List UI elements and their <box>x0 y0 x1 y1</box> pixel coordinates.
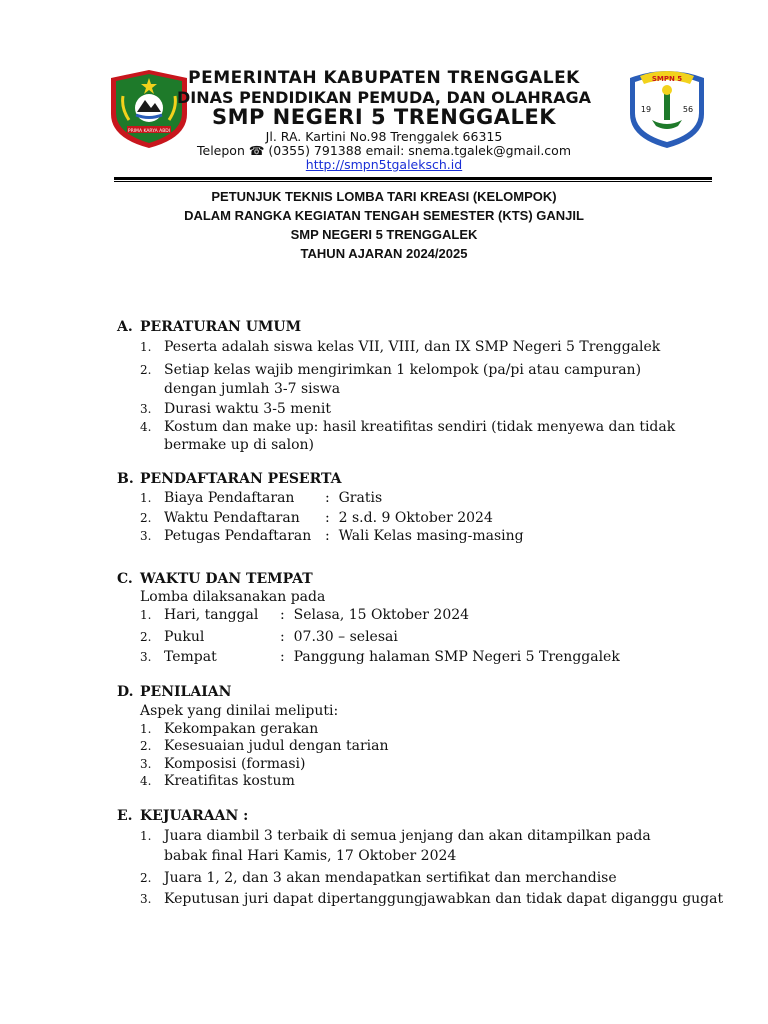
list-item <box>140 756 305 772</box>
item-number: 2. <box>140 871 152 885</box>
item-label: Tempat <box>164 649 217 665</box>
list-item <box>140 738 389 754</box>
school-address: Jl. RA. Kartini No.98 Trenggalek 66315 <box>265 129 503 144</box>
item-label: Pukul <box>164 629 205 645</box>
item-number: 3. <box>140 529 152 543</box>
section-a-heading <box>117 319 301 335</box>
section-intro: Lomba dilaksanakan pada <box>140 589 326 605</box>
item-value-text: Panggung halaman SMP Negeri 5 Trenggalek <box>293 649 620 665</box>
item-number: 2. <box>140 363 152 377</box>
section-title: PENILAIAN <box>140 684 232 700</box>
section-intro: Aspek yang dinilai meliputi: <box>140 703 339 719</box>
item-label: Petugas Pendaftaran <box>164 528 312 544</box>
item-label: Hari, tanggal <box>164 607 259 623</box>
list-item <box>140 510 300 526</box>
item-number: 1. <box>140 722 152 736</box>
doc-title-line1: PETUNJUK TEKNIS LOMBA TARI KREASI (KELOMPOK) <box>211 189 557 204</box>
badge-year-right: 56 <box>682 105 694 114</box>
item-text: Durasi waktu 3-5 menit <box>164 401 331 417</box>
list-item <box>140 401 331 417</box>
crest-motto: PRIMA KARYA ABDI <box>127 129 171 134</box>
item-text: Komposisi (formasi) <box>164 756 306 772</box>
list-item <box>140 828 651 844</box>
letterhead-rule-thick <box>114 177 712 180</box>
item-continuation: dengan jumlah 3-7 siswa <box>164 381 341 397</box>
list-item <box>140 339 660 355</box>
item-text: Juara diambil 3 terbaik di semua jenjang dan akan ditampilkan pada <box>164 828 651 844</box>
item-number: 4. <box>140 774 152 788</box>
list-item <box>140 891 723 907</box>
list-item <box>140 528 311 544</box>
department-line: DINAS PENDIDIKAN PEMUDA, DAN OLAHRAGA <box>177 88 591 107</box>
item-number: 3. <box>140 402 152 416</box>
section-title: WAKTU DAN TEMPAT <box>140 571 313 587</box>
school-contact: Telepon ☎ (0355) 791388 email: snema.tgalek@gmail.com <box>197 143 571 158</box>
item-text: Peserta adalah siswa kelas VII, VIII, dan IX SMP Negeri 5 Trenggalek <box>164 339 661 355</box>
item-text: Setiap kelas wajib mengirimkan 1 kelompok (pa/pi atau campuran) <box>164 362 642 378</box>
item-label: Biaya Pendaftaran <box>164 490 295 506</box>
item-value: : Wali Kelas masing-masing <box>325 528 524 544</box>
doc-title-line2: DALAM RANGKA KEGIATAN TENGAH SEMESTER (KTS) GANJIL <box>184 208 584 223</box>
section-title: PENDAFTARAN PESERTA <box>140 471 342 487</box>
list-item <box>140 607 258 623</box>
badge-top-text: SMPN 5 <box>651 75 683 83</box>
item-value-text: 2 s.d. 9 Oktober 2024 <box>338 510 493 526</box>
list-item <box>140 870 617 886</box>
letterhead-rule-thin <box>114 181 712 182</box>
doc-title-line4: TAHUN AJARAN 2024/2025 <box>300 246 468 261</box>
list-item <box>140 362 641 378</box>
section-title: KEJUARAAN : <box>140 808 249 824</box>
item-number: 2. <box>140 739 152 753</box>
list-item <box>140 490 294 506</box>
item-continuation: bermake up di salon) <box>164 437 315 453</box>
school-website <box>0 157 768 172</box>
item-number: 2. <box>140 511 152 525</box>
item-number: 3. <box>140 892 152 906</box>
government-line: PEMERINTAH KABUPATEN TRENGGALEK <box>188 68 580 88</box>
item-value-text: Selasa, 15 Oktober 2024 <box>293 607 470 623</box>
list-item <box>140 773 295 789</box>
item-value: : Panggung halaman SMP Negeri 5 Trenggalek <box>280 649 620 665</box>
item-label: Waktu Pendaftaran <box>164 510 300 526</box>
item-value: : Gratis <box>325 490 383 506</box>
item-number: 3. <box>140 757 152 771</box>
item-number: 1. <box>140 491 152 505</box>
section-letter: D. <box>117 684 134 700</box>
item-number: 3. <box>140 650 152 664</box>
doc-title-line3: SMP NEGERI 5 TRENGGALEK <box>290 227 478 242</box>
item-text: Kesesuaian judul dengan tarian <box>164 738 389 754</box>
list-item <box>140 721 318 737</box>
item-text: Juara 1, 2, dan 3 akan mendapatkan sertifikat dan merchandise <box>164 870 617 886</box>
section-b-heading <box>117 471 342 487</box>
school-name: SMP NEGERI 5 TRENGGALEK <box>211 105 557 129</box>
item-text: Keputusan juri dapat dipertanggungjawabkan dan tidak dapat diganggu gugat <box>164 891 724 907</box>
item-text: Kekompakan gerakan <box>164 721 319 737</box>
item-value-text: Gratis <box>338 490 383 506</box>
item-number: 4. <box>140 420 152 434</box>
section-d-heading <box>117 684 231 700</box>
section-letter: B. <box>117 471 134 487</box>
item-continuation: babak final Hari Kamis, 17 Oktober 2024 <box>164 848 457 864</box>
item-value: : 2 s.d. 9 Oktober 2024 <box>325 510 493 526</box>
item-number: 1. <box>140 608 152 622</box>
item-value: : 07.30 – selesai <box>280 629 398 645</box>
section-letter: C. <box>117 571 133 587</box>
section-c-heading <box>117 571 313 587</box>
item-text: Kreatifitas kostum <box>164 773 295 789</box>
section-title: PERATURAN UMUM <box>140 319 302 335</box>
item-value-text: 07.30 – selesai <box>293 629 398 645</box>
website-link[interactable]: http://smpn5tgaleksch.id <box>305 157 463 172</box>
section-letter: E. <box>117 808 133 824</box>
item-number: 2. <box>140 630 152 644</box>
section-letter: A. <box>117 319 133 335</box>
list-item <box>140 649 217 665</box>
list-item <box>140 419 675 435</box>
item-text: Kostum dan make up: hasil kreatifitas sendiri (tidak menyewa dan tidak <box>164 419 676 435</box>
item-number: 1. <box>140 340 152 354</box>
section-e-heading <box>117 808 248 824</box>
item-value-text: Wali Kelas masing-masing <box>338 528 524 544</box>
list-item <box>140 629 204 645</box>
item-value: : Selasa, 15 Oktober 2024 <box>280 607 470 623</box>
badge-year-left: 19 <box>640 105 652 114</box>
item-number: 1. <box>140 829 152 843</box>
